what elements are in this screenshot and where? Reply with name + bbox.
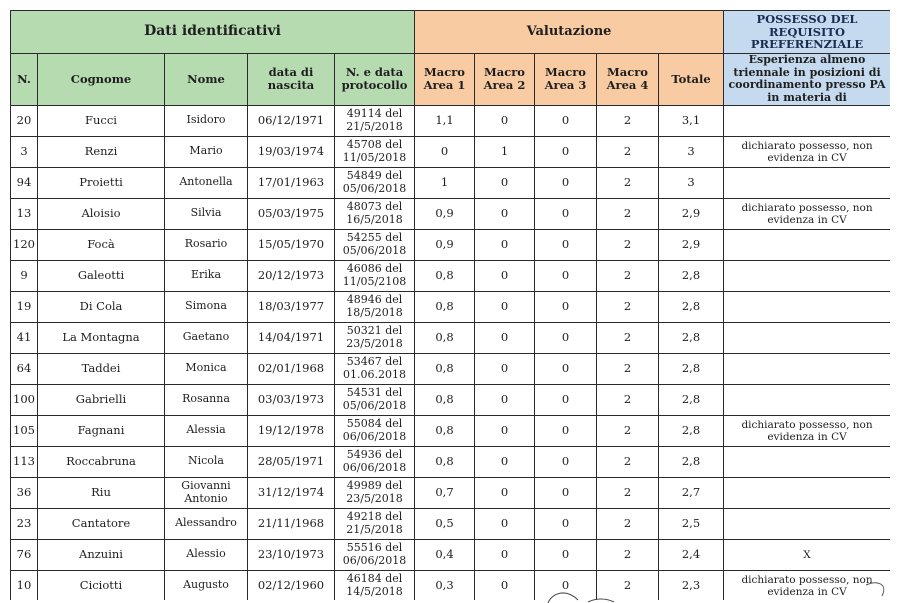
- cell-macro2: 0: [475, 105, 535, 136]
- cell-totale: 2,8: [659, 384, 724, 415]
- table-row: [11, 570, 891, 600]
- cell-nascita: 28/05/1971: [248, 446, 335, 477]
- col-header-macro4: Macro Area 4: [597, 54, 659, 106]
- cell-macro4: 2: [597, 384, 659, 415]
- cell-macro3: 0: [535, 291, 597, 322]
- cell-macro4: 2: [597, 198, 659, 229]
- cell-n: 10: [11, 570, 38, 600]
- table-row: [11, 415, 891, 446]
- cell-cognome: Cantatore: [38, 508, 165, 539]
- cell-macro1: 0,8: [415, 291, 475, 322]
- cell-protocollo: 54255 del 05/06/2018: [335, 229, 415, 260]
- cell-totale: 2,8: [659, 322, 724, 353]
- cell-macro1: 0,9: [415, 229, 475, 260]
- cell-cognome: La Montagna: [38, 322, 165, 353]
- cell-cognome: Focà: [38, 229, 165, 260]
- cell-cognome: Proietti: [38, 167, 165, 198]
- cell-protocollo: 54936 del 06/06/2018: [335, 446, 415, 477]
- cell-cognome: Taddei: [38, 353, 165, 384]
- cell-macro1: 0,8: [415, 322, 475, 353]
- cell-macro3: 0: [535, 136, 597, 167]
- cell-nome: Giovanni Antonio: [165, 477, 248, 508]
- cell-requisito: [724, 167, 890, 198]
- cell-protocollo: 54849 del 05/06/2018: [335, 167, 415, 198]
- cell-nome: Alessandro: [165, 508, 248, 539]
- cell-requisito: [724, 105, 890, 136]
- cell-requisito: [724, 229, 890, 260]
- cell-nascita: 17/01/1963: [248, 167, 335, 198]
- ranking-table: [10, 10, 890, 600]
- cell-cognome: Fucci: [38, 105, 165, 136]
- cell-macro1: 0,9: [415, 198, 475, 229]
- cell-cognome: Di Cola: [38, 291, 165, 322]
- group-header-requisito: POSSESSO DEL REQUISITO PREFERENZIALE: [724, 11, 890, 54]
- cell-requisito: [724, 508, 890, 539]
- cell-totale: 2,4: [659, 539, 724, 570]
- cell-requisito: [724, 446, 890, 477]
- cell-macro4: 2: [597, 477, 659, 508]
- cell-totale: 2,5: [659, 508, 724, 539]
- cell-n: 41: [11, 322, 38, 353]
- cell-requisito: dichiarato possesso, non evidenza in CV: [724, 415, 890, 446]
- cell-nome: Monica: [165, 353, 248, 384]
- cell-macro1: 0,3: [415, 570, 475, 600]
- cell-totale: 2,9: [659, 198, 724, 229]
- cell-macro1: 0,8: [415, 446, 475, 477]
- cell-requisito: dichiarato possesso, non evidenza in CV: [724, 136, 890, 167]
- cell-macro1: 0: [415, 136, 475, 167]
- cell-totale: 2,9: [659, 229, 724, 260]
- col-header-macro2: Macro Area 2: [475, 54, 535, 106]
- cell-nascita: 15/05/1970: [248, 229, 335, 260]
- cell-macro2: 0: [475, 384, 535, 415]
- cell-nascita: 03/03/1973: [248, 384, 335, 415]
- cell-n: 19: [11, 291, 38, 322]
- cell-macro2: 0: [475, 415, 535, 446]
- cell-macro1: 1: [415, 167, 475, 198]
- table-row: [11, 446, 891, 477]
- cell-macro2: 0: [475, 446, 535, 477]
- cell-macro2: 0: [475, 322, 535, 353]
- cell-nome: Rosanna: [165, 384, 248, 415]
- cell-nome: Alessio: [165, 539, 248, 570]
- col-header-macro1: Macro Area 1: [415, 54, 475, 106]
- cell-macro3: 0: [535, 167, 597, 198]
- col-header-n: N.: [11, 54, 38, 106]
- cell-nome: Nicola: [165, 446, 248, 477]
- cell-requisito: [724, 477, 890, 508]
- cell-nome: Silvia: [165, 198, 248, 229]
- cell-macro4: 2: [597, 570, 659, 600]
- table-row: [11, 539, 891, 570]
- table-row: [11, 105, 891, 136]
- cell-n: 36: [11, 477, 38, 508]
- col-header-totale: Totale: [659, 54, 724, 106]
- cell-cognome: Galeotti: [38, 260, 165, 291]
- cell-protocollo: 55516 del 06/06/2018: [335, 539, 415, 570]
- col-header-requisito: Esperienza almeno triennale in posizioni di coordinamento presso PA in materia di: [724, 54, 890, 106]
- cell-requisito: [724, 291, 890, 322]
- cell-macro3: 0: [535, 570, 597, 600]
- cell-macro1: 0,7: [415, 477, 475, 508]
- cell-macro4: 2: [597, 291, 659, 322]
- cell-macro2: 0: [475, 291, 535, 322]
- col-header-cognome: Cognome: [38, 54, 165, 106]
- cell-macro2: 0: [475, 353, 535, 384]
- cell-n: 94: [11, 167, 38, 198]
- cell-totale: 3: [659, 136, 724, 167]
- cell-macro2: 0: [475, 260, 535, 291]
- cell-macro2: 1: [475, 136, 535, 167]
- cell-cognome: Riu: [38, 477, 165, 508]
- cell-macro1: 0,8: [415, 415, 475, 446]
- cell-nome: Alessia: [165, 415, 248, 446]
- cell-macro4: 2: [597, 446, 659, 477]
- cell-protocollo: 46184 del 14/5/2018: [335, 570, 415, 600]
- cell-macro1: 0,8: [415, 384, 475, 415]
- cell-macro4: 2: [597, 167, 659, 198]
- cell-nascita: 14/04/1971: [248, 322, 335, 353]
- cell-requisito: [724, 353, 890, 384]
- cell-totale: 2,7: [659, 477, 724, 508]
- cell-n: 100: [11, 384, 38, 415]
- cell-protocollo: 53467 del 01.06.2018: [335, 353, 415, 384]
- cell-macro4: 2: [597, 539, 659, 570]
- cell-n: 9: [11, 260, 38, 291]
- cell-nome: Rosario: [165, 229, 248, 260]
- cell-nascita: 05/03/1975: [248, 198, 335, 229]
- cell-n: 23: [11, 508, 38, 539]
- cell-macro4: 2: [597, 415, 659, 446]
- table-row: [11, 508, 891, 539]
- cell-protocollo: 46086 del 11/05/2108: [335, 260, 415, 291]
- table-row: [11, 291, 891, 322]
- cell-macro4: 2: [597, 105, 659, 136]
- col-header-macro3: Macro Area 3: [535, 54, 597, 106]
- cell-macro1: 0,4: [415, 539, 475, 570]
- cell-macro3: 0: [535, 508, 597, 539]
- cell-nascita: 18/03/1977: [248, 291, 335, 322]
- cell-macro4: 2: [597, 353, 659, 384]
- cell-nascita: 31/12/1974: [248, 477, 335, 508]
- col-header-nome: Nome: [165, 54, 248, 106]
- cell-nome: Augusto: [165, 570, 248, 600]
- table-row: [11, 167, 891, 198]
- cell-macro2: 0: [475, 167, 535, 198]
- cell-nome: Erika: [165, 260, 248, 291]
- cell-macro3: 0: [535, 198, 597, 229]
- cell-macro3: 0: [535, 322, 597, 353]
- cell-nome: Simona: [165, 291, 248, 322]
- cell-cognome: Ciciotti: [38, 570, 165, 600]
- cell-n: 64: [11, 353, 38, 384]
- cell-macro4: 2: [597, 136, 659, 167]
- cell-nascita: 06/12/1971: [248, 105, 335, 136]
- cell-macro4: 2: [597, 260, 659, 291]
- cell-nome: Mario: [165, 136, 248, 167]
- cell-macro1: 1,1: [415, 105, 475, 136]
- cell-n: 3: [11, 136, 38, 167]
- table-row: [11, 260, 891, 291]
- col-header-nascita: data di nascita: [248, 54, 335, 106]
- cell-macro1: 0,8: [415, 353, 475, 384]
- cell-n: 13: [11, 198, 38, 229]
- cell-macro3: 0: [535, 353, 597, 384]
- cell-macro3: 0: [535, 539, 597, 570]
- cell-n: 113: [11, 446, 38, 477]
- cell-macro2: 0: [475, 477, 535, 508]
- cell-macro3: 0: [535, 260, 597, 291]
- cell-macro2: 0: [475, 229, 535, 260]
- cell-macro3: 0: [535, 446, 597, 477]
- table-row: [11, 136, 891, 167]
- cell-macro1: 0,5: [415, 508, 475, 539]
- cell-n: 76: [11, 539, 38, 570]
- cell-macro2: 0: [475, 570, 535, 600]
- cell-cognome: Anzuini: [38, 539, 165, 570]
- cell-nome: Antonella: [165, 167, 248, 198]
- cell-macro3: 0: [535, 415, 597, 446]
- cell-nascita: 20/12/1973: [248, 260, 335, 291]
- cell-requisito: X: [724, 539, 890, 570]
- cell-macro1: 0,8: [415, 260, 475, 291]
- cell-totale: 2,8: [659, 353, 724, 384]
- cell-macro2: 0: [475, 508, 535, 539]
- cell-requisito: dichiarato possesso, non evidenza in CV: [724, 198, 890, 229]
- group-header-ident: Dati identificativi: [11, 11, 415, 54]
- cell-protocollo: 48946 del 18/5/2018: [335, 291, 415, 322]
- cell-requisito: [724, 322, 890, 353]
- cell-protocollo: 55084 del 06/06/2018: [335, 415, 415, 446]
- table-row: [11, 198, 891, 229]
- cell-nome: Gaetano: [165, 322, 248, 353]
- cell-totale: 3: [659, 167, 724, 198]
- table-row: [11, 229, 891, 260]
- cell-macro3: 0: [535, 477, 597, 508]
- cell-macro4: 2: [597, 508, 659, 539]
- cell-protocollo: 54531 del 05/06/2018: [335, 384, 415, 415]
- cell-protocollo: 49218 del 21/5/2018: [335, 508, 415, 539]
- cell-cognome: Roccabruna: [38, 446, 165, 477]
- cell-n: 20: [11, 105, 38, 136]
- cell-n: 105: [11, 415, 38, 446]
- cell-macro3: 0: [535, 384, 597, 415]
- cell-nascita: 23/10/1973: [248, 539, 335, 570]
- cell-totale: 2,8: [659, 446, 724, 477]
- cell-protocollo: 50321 del 23/5/2018: [335, 322, 415, 353]
- cell-requisito: [724, 384, 890, 415]
- cell-nascita: 21/11/1968: [248, 508, 335, 539]
- cell-cognome: Aloisio: [38, 198, 165, 229]
- cell-protocollo: 49989 del 23/5/2018: [335, 477, 415, 508]
- table-row: [11, 353, 891, 384]
- group-header-eval: Valutazione: [415, 11, 724, 54]
- cell-macro2: 0: [475, 539, 535, 570]
- cell-requisito: [724, 260, 890, 291]
- cell-n: 120: [11, 229, 38, 260]
- cell-cognome: Gabrielli: [38, 384, 165, 415]
- cell-nascita: 02/01/1968: [248, 353, 335, 384]
- cell-totale: 3,1: [659, 105, 724, 136]
- cell-protocollo: 49114 del 21/5/2018: [335, 105, 415, 136]
- cell-protocollo: 48073 del 16/5/2018: [335, 198, 415, 229]
- cell-nome: Isidoro: [165, 105, 248, 136]
- cell-cognome: Renzi: [38, 136, 165, 167]
- table-row: [11, 384, 891, 415]
- cell-nascita: 19/03/1974: [248, 136, 335, 167]
- ranking-table-sheet: [10, 10, 890, 600]
- cell-totale: 2,8: [659, 260, 724, 291]
- table-body: [11, 105, 891, 600]
- cell-cognome: Fagnani: [38, 415, 165, 446]
- cell-macro4: 2: [597, 229, 659, 260]
- cell-macro4: 2: [597, 322, 659, 353]
- cell-macro3: 0: [535, 229, 597, 260]
- cell-protocollo: 45708 del 11/05/2018: [335, 136, 415, 167]
- col-header-protocollo: N. e data protocollo: [335, 54, 415, 106]
- cell-macro2: 0: [475, 198, 535, 229]
- cell-requisito: dichiarato possesso, non evidenza in CV: [724, 570, 890, 600]
- cell-totale: 2,8: [659, 415, 724, 446]
- cell-totale: 2,3: [659, 570, 724, 600]
- cell-nascita: 02/12/1960: [248, 570, 335, 600]
- cell-totale: 2,8: [659, 291, 724, 322]
- cell-nascita: 19/12/1978: [248, 415, 335, 446]
- table-row: [11, 322, 891, 353]
- table-row: [11, 477, 891, 508]
- cell-macro3: 0: [535, 105, 597, 136]
